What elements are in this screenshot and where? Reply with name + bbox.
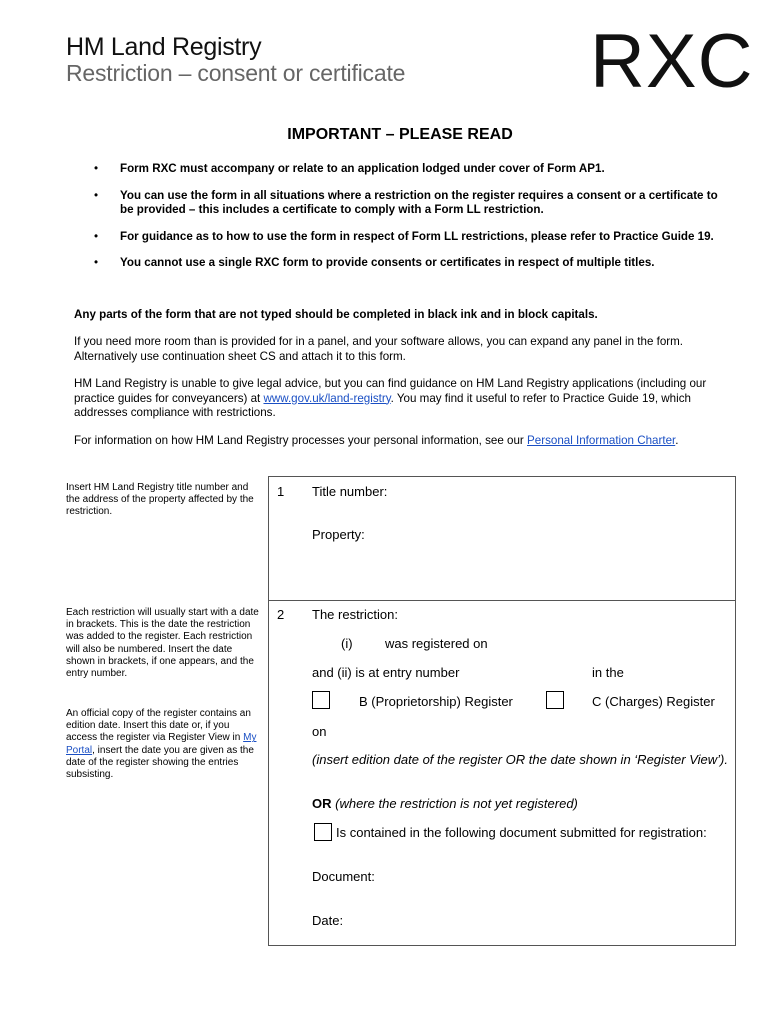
entry-number-label: and (ii) is at entry number bbox=[312, 665, 460, 680]
bullet-item: • You can use the form in all situations where a restriction on the register requires a consent or a certificate to be provided – this includes a certificate to comply with a Form LL restriction. bbox=[74, 189, 734, 218]
edition-date-hint: (insert edition date of the register OR the date shown in ‘Register View’). bbox=[312, 752, 728, 767]
edition-note-text-cont: , insert the date you are given as the date of the register showing the entries subsisting. bbox=[66, 744, 254, 781]
contained-in-document-label: Is contained in the following document submitted for registration: bbox=[336, 825, 707, 840]
document-label: Document: bbox=[312, 869, 375, 884]
personal-information-charter-link[interactable]: Personal Information Charter bbox=[527, 434, 676, 447]
charges-register-checkbox[interactable] bbox=[546, 691, 564, 709]
bullet-item: • For guidance as to how to use the form in respect of Form LL restrictions, please refer to Practice Guide 19. bbox=[74, 230, 734, 245]
panel-2-side-note-edition bbox=[66, 708, 262, 781]
on-label: on bbox=[312, 724, 327, 739]
panel-2-number: 2 bbox=[277, 607, 285, 622]
legal-advice-text-cont: . You may find it useful to refer to Practice Guide 19, which addresses compliance with restrictions. bbox=[74, 391, 691, 419]
charges-register-label: C (Charges) Register bbox=[592, 694, 715, 709]
item-i-label: (i) bbox=[341, 636, 353, 651]
form-subtitle: Restriction – consent or certificate bbox=[66, 60, 406, 86]
important-heading: IMPORTANT – PLEASE READ bbox=[287, 126, 513, 143]
legal-advice-text: HM Land Registry is unable to give legal advice, but you can find guidance on HM Land Registry applications (including our practice guides for conveyancers) at bbox=[74, 377, 707, 405]
block-capitals-note: Any parts of the form that are not typed should be completed in black ink and in block capitals. bbox=[74, 308, 598, 321]
edition-note-text: An official copy of the register contains an edition date. Insert this date or, if you access the register via Register View in bbox=[66, 708, 251, 744]
privacy-text: For information on how HM Land Registry processes your personal information, see our bbox=[74, 434, 524, 447]
proprietorship-register-checkbox[interactable] bbox=[312, 691, 330, 709]
land-registry-link[interactable]: www.gov.uk/land-registry bbox=[263, 391, 391, 405]
property-label: Property: bbox=[312, 527, 365, 542]
panel-2 bbox=[268, 600, 736, 946]
panel-1 bbox=[268, 476, 736, 601]
form-code-logo: RXC bbox=[590, 19, 754, 104]
privacy-text-end: . bbox=[675, 434, 679, 447]
organisation-name: HM Land Registry bbox=[66, 33, 262, 61]
or-line bbox=[312, 796, 578, 812]
or-hint: (where the restriction is not yet registered) bbox=[335, 796, 578, 811]
date-label: Date: bbox=[312, 913, 344, 928]
in-the-label: in the bbox=[592, 665, 624, 680]
notice-bullet-list bbox=[74, 162, 734, 283]
restriction-label: The restriction: bbox=[312, 607, 398, 622]
bullet-item: • You cannot use a single RXC form to provide consents or certificates in respect of multiple titles. bbox=[74, 256, 734, 271]
panel-1-number: 1 bbox=[277, 484, 285, 499]
legal-advice-note bbox=[74, 377, 734, 421]
proprietorship-register-label: B (Proprietorship) Register bbox=[359, 694, 513, 709]
panel-2-side-note-entry: Each restriction will usually start with a date in brackets. This is the date the restriction was added to the register. Each restriction will also be numbered. Insert the date shown in brackets, if one appears, and the entry number. bbox=[66, 607, 259, 680]
or-label: OR bbox=[312, 796, 332, 811]
title-number-label: Title number: bbox=[312, 484, 388, 499]
my-portal-link[interactable]: My Portal bbox=[66, 732, 257, 756]
privacy-note bbox=[74, 434, 734, 449]
bullet-item: • Form RXC must accompany or relate to an application lodged under cover of Form AP1. bbox=[74, 162, 734, 177]
more-room-note: If you need more room than is provided for in a panel, and your software allows, you can expand any panel in the form. Alternatively use continuation sheet CS and attach it to this form. bbox=[74, 335, 684, 363]
panel-1-side-note: Insert HM Land Registry title number and the address of the property affected by the restriction. bbox=[66, 482, 254, 518]
registered-on-label: was registered on bbox=[385, 636, 488, 651]
